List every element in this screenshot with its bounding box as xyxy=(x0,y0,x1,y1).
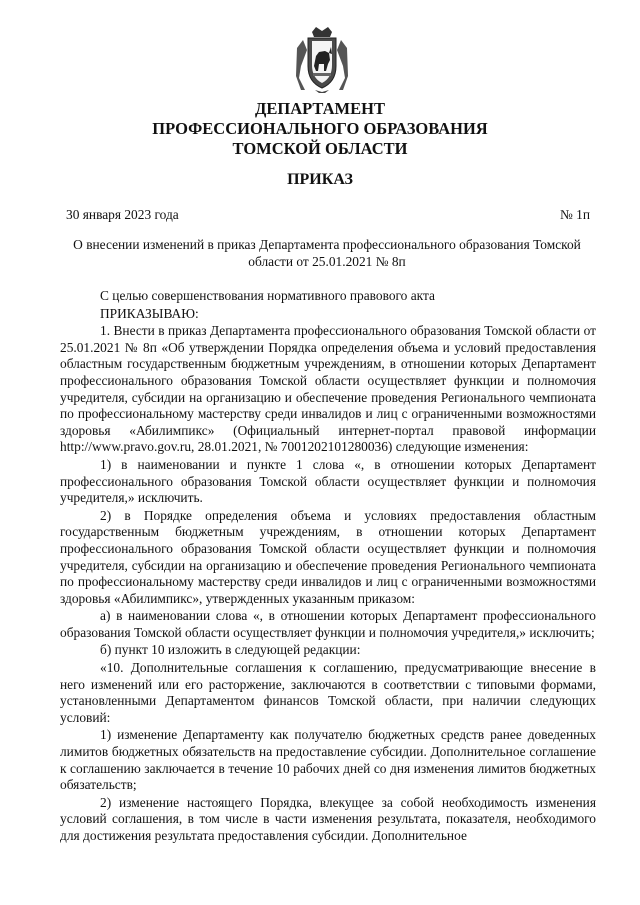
body-paragraph: «10. Дополнительные соглашения к соглашению, предусматривающие внесение в него изменений или его расторжение, заключаются в соответствии с типовыми формами, установленными Департаментом финансов Томской области, при наличии следующих условий: xyxy=(60,660,596,725)
coat-of-arms-icon xyxy=(295,26,349,94)
body-paragraph: 1) изменение Департаменту как получателю бюджетных средств ранее доведенных лимитов бюджетных обязательств на предоставление субсидии. Дополнительное соглашение к соглашению заключается в течение 10 рабочих дней со дня изменения лимитов бюджетных обязательств; xyxy=(60,727,596,793)
order-subject: О внесении изменений в приказ Департамента профессионального образования Томской области от 25.01.2021 № 8п xyxy=(73,237,581,269)
body-paragraph: а) в наименовании слова «, в отношении которых Департамент профессионального образования Томской области осуществляет функции и полномочия учредителя,» исключить; xyxy=(60,608,596,640)
body-paragraph: 2) в Порядке определения объема и условиях предоставления областным государственным бюджетным учреждениям, в отношении которых Департамент профессионального образования Томской области осуществляет функции и полномочия учредителя, субсидии на организацию и обеспечение проведения Регионального чемпионата по профессиональному мастерству среди инвалидов и лиц с ограниченными возможностями здоровья «Абилимпикс», утвержденных указанным приказом: xyxy=(60,507,596,606)
body-paragraph: 1. Внести в приказ Департамента профессионального образования Томской области от 25.01.2021 № 8п «Об утверждении Порядка определения объема и условий предоставления областным государственным бюджетным учреждениям, в отношении которых Департамент профессионального образования Томской области осуществляет функции и полномочия учредителя, субсидии на организацию и обеспечение проведения Регионального чемпионата по профессиональному мастерству среди инвалидов и лиц с ограниченными возможностями здоровья «Абилимпикс» (Официальный интернет-портал правовой информации http://www.pravo.gov.ru, 28.01.2021, № 7001202101280036) следующие изменения: xyxy=(60,323,596,455)
document-type-title: ПРИКАЗ xyxy=(287,171,353,188)
body-paragraph: 1) в наименовании и пункте 1 слова «, в отношении которых Департамент профессионального образования Томской области осуществляет функции и полномочия учредителя,» исключить. xyxy=(60,456,596,506)
document-body xyxy=(60,288,596,845)
body-paragraph: б) пункт 10 изложить в следующей редакции: xyxy=(100,642,361,658)
order-number: № 1п xyxy=(560,207,590,222)
department-name-line-2: ПРОФЕССИОНАЛЬНОГО ОБРАЗОВАНИЯ xyxy=(152,119,488,138)
department-name-line-3: ТОМСКОЙ ОБЛАСТИ xyxy=(232,139,408,158)
department-name-line-1: ДЕПАРТАМЕНТ xyxy=(255,99,385,118)
body-paragraph: 2) изменение настоящего Порядка, влекущее за собой необходимость изменения условий соглашения, в том числе в части изменения результата, показателя, необходимого для достижения результата предоставления субсидии. Дополнительное xyxy=(60,794,596,843)
body-paragraph: ПРИКАЗЫВАЮ: xyxy=(100,305,199,321)
order-date: 30 января 2023 года xyxy=(66,207,179,222)
body-paragraph: С целью совершенствования нормативного правового акта xyxy=(100,288,435,303)
